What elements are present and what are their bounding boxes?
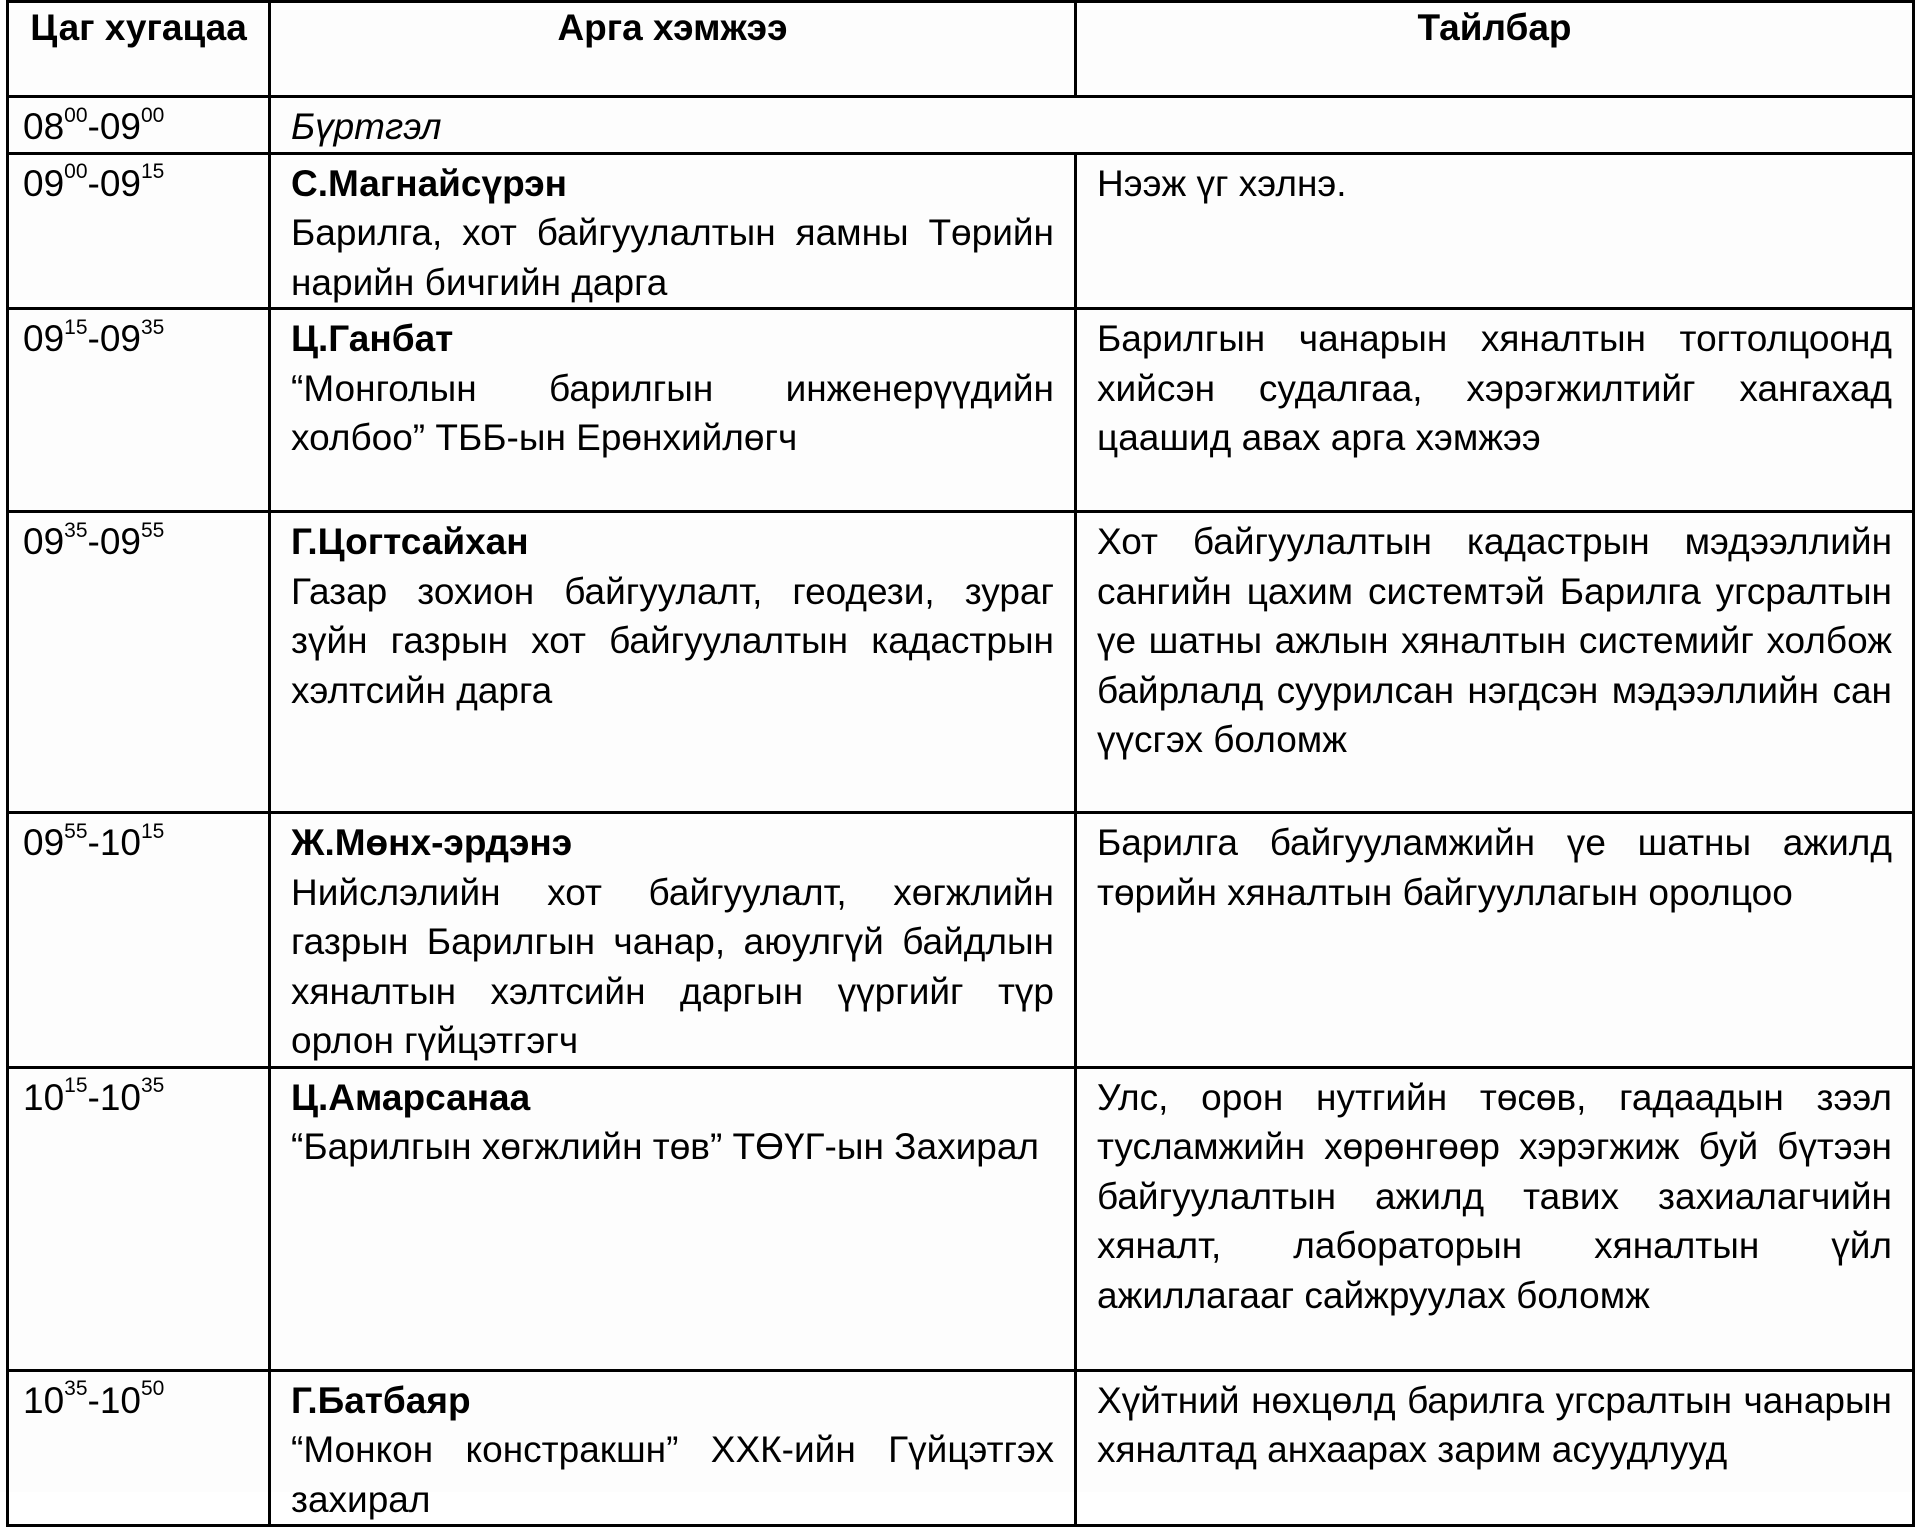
speaker-title: Нийслэлийн хот байгуулалт, хөгжлийн газрын Барилгын чанар, аюулгүй байдлын хяналтын хэлтсийн даргын үүргийг түр орлон гүйцэтгэгч [291,871,1054,1061]
registration-text: Бүртгэл [291,106,442,147]
note-text: Барилгын чанарын хяналтын тогтолцоонд хийсэн судалгаа, хэрэгжилтийг хангахад цаашид авах арга хэмжээ [1097,318,1892,458]
time-cell: $10^{15}-10^{35}$ [8,1067,270,1370]
note-cell [1076,153,1914,309]
action-cell [270,309,1076,512]
speaker-title: “Барилгын хөгжлийн төв” ТӨҮГ-ын Захирал [291,1126,1040,1167]
time-cell: $09^{55}-10^{15}$ [8,813,270,1068]
action-cell [270,1067,1076,1370]
header-action: Арга хэмжээ [270,2,1076,97]
table-row [8,813,1914,1068]
table-row [8,153,1914,309]
speaker-name: Г.Цогтсайхан [291,521,529,562]
action-cell [270,1370,1076,1526]
action-cell [270,153,1076,309]
table-row [8,97,1914,154]
table-row [8,512,1914,813]
header-time: Цаг хугацаа [8,2,270,97]
table-row [8,309,1914,512]
speaker-name: Г.Батбаяр [291,1379,471,1421]
note-text: Нээж үг хэлнэ. [1097,162,1347,204]
note-cell [1076,1370,1914,1526]
speaker-name: С.Магнайсүрэн [291,162,567,204]
note-text: Улс, орон нутгийн төсөв, гадаадын зээл тусламжийн хөрөнгөөр хэрэгжиж буй бүтээн байгуулалтын ажилд тавих захиалагчийн хяналт, лабораторын хяналтын үйл ажиллагааг сайжруулах боломж [1097,1076,1892,1316]
time-cell: $09^{15}-09^{35}$ [8,309,270,512]
table-row [8,1370,1914,1526]
speaker-title: “Монкон констракшн” ХХК-ийн Гүйцэтгэх захирал [291,1429,1054,1520]
time-cell: $10^{35}-10^{50}$ [8,1370,270,1526]
action-cell [270,512,1076,813]
note-cell [1076,309,1914,512]
action-cell [270,813,1076,1068]
note-text: Барилга байгууламжийн үе шатны ажилд төрийн хяналтын байгууллагын оролцоо [1097,822,1892,913]
note-text: Хот байгуулалтын кадастрын мэдээллийн сангийн цахим системтэй Барилга угсралтын үе шатны ажлын хяналтын системийг холбож байрлалд суурилсан нэгдсэн мэдээллийн сан үүсгэх боломж [1097,521,1892,760]
speaker-title: Барилга, хот байгуулалтын яамны Төрийн нарийн бичгийн дарга [291,212,1054,303]
table-row [8,1067,1914,1370]
speaker-name: Ц.Ганбат [291,318,454,359]
header-note: Тайлбар [1076,2,1914,97]
speaker-name: Ц.Амарсанаа [291,1076,531,1118]
time-cell: $09^{00}-09^{15}$ [8,153,270,309]
speaker-name: Ж.Мөнх-эрдэнэ [291,822,573,863]
note-text: Хүйтний нөхцөлд барилга угсралтын чанарын хяналтад анхаарах зарим асуудлууд [1097,1379,1892,1470]
time-cell: $08^{00}-09^{00}$ [8,97,270,154]
action-cell [270,97,1914,154]
agenda-table [6,0,1915,1527]
note-cell [1076,813,1914,1068]
table-header-row [8,2,1914,97]
note-cell [1076,512,1914,813]
time-cell: $09^{35}-09^{55}$ [8,512,270,813]
speaker-title: “Монголын барилгын инженерүүдийн холбоо” ТББ-ын Ерөнхийлөгч [291,367,1054,458]
speaker-title: Газар зохион байгуулалт, геодези, зураг зүйн газрын хот байгуулалтын кадастрын хэлтсийн дарга [291,570,1054,711]
note-cell [1076,1067,1914,1370]
